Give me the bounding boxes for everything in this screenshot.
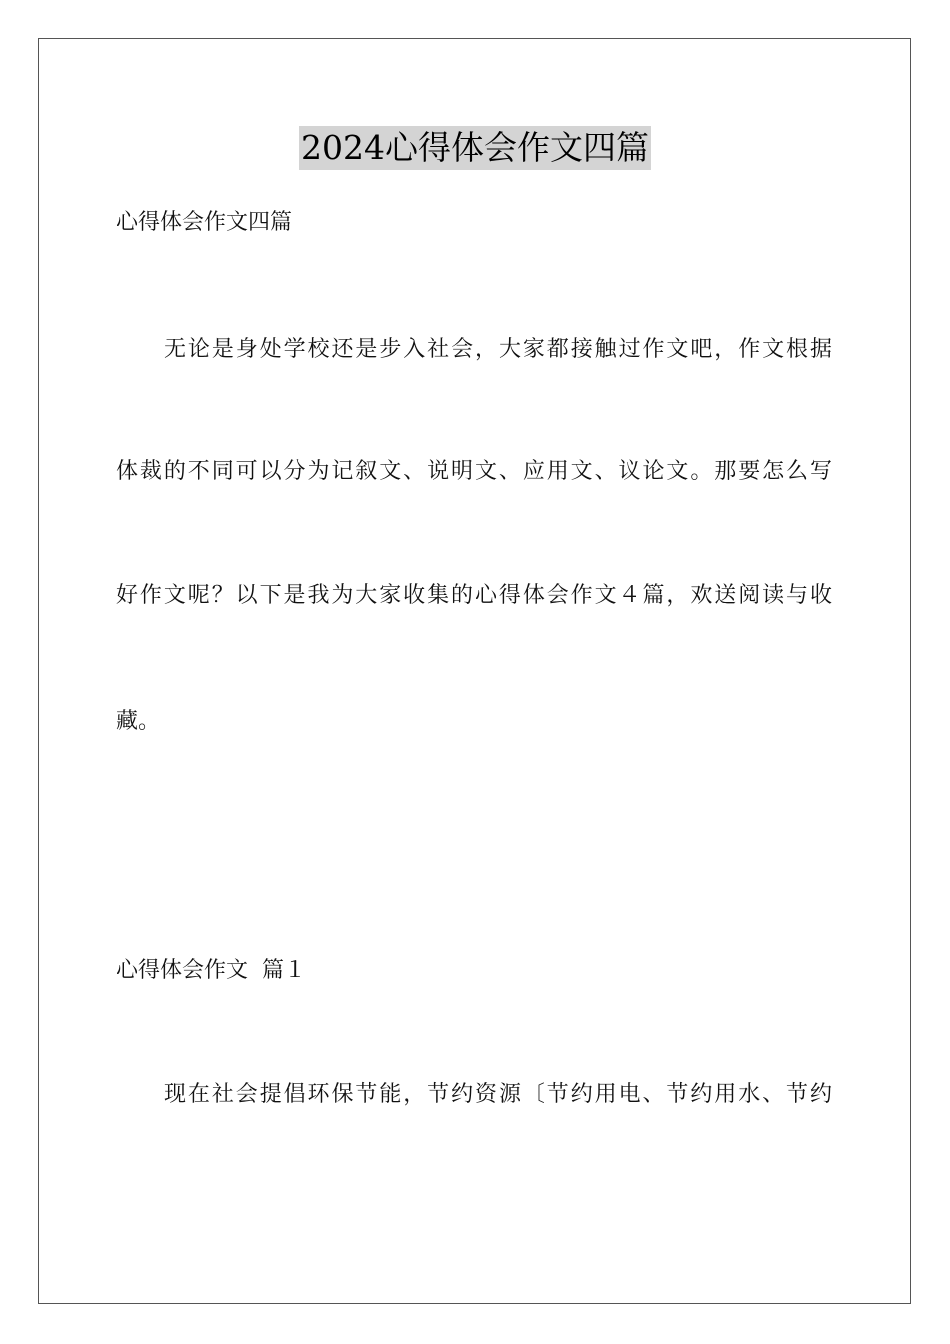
title-container bbox=[0, 126, 950, 170]
document-title: 2024心得体会作文四篇 bbox=[299, 126, 651, 170]
intro-line-4: 藏。 bbox=[116, 709, 161, 734]
section-heading: 心得体会作文 篇１ bbox=[116, 958, 306, 983]
intro-line-2: 体裁的不同可以分为记叙文、说明文、应用文、议论文。那要怎么写 bbox=[116, 459, 832, 484]
intro-line-1: 无论是身处学校还是步入社会，大家都接触过作文吧，作文根据 bbox=[164, 337, 832, 362]
intro-line-3: 好作文呢？以下是我为大家收集的心得体会作文４篇，欢送阅读与收 bbox=[116, 583, 832, 608]
document-subtitle: 心得体会作文四篇 bbox=[116, 210, 293, 235]
section-line-1: 现在社会提倡环保节能，节约资源〔节约用电、节约用水、节约 bbox=[164, 1082, 832, 1107]
